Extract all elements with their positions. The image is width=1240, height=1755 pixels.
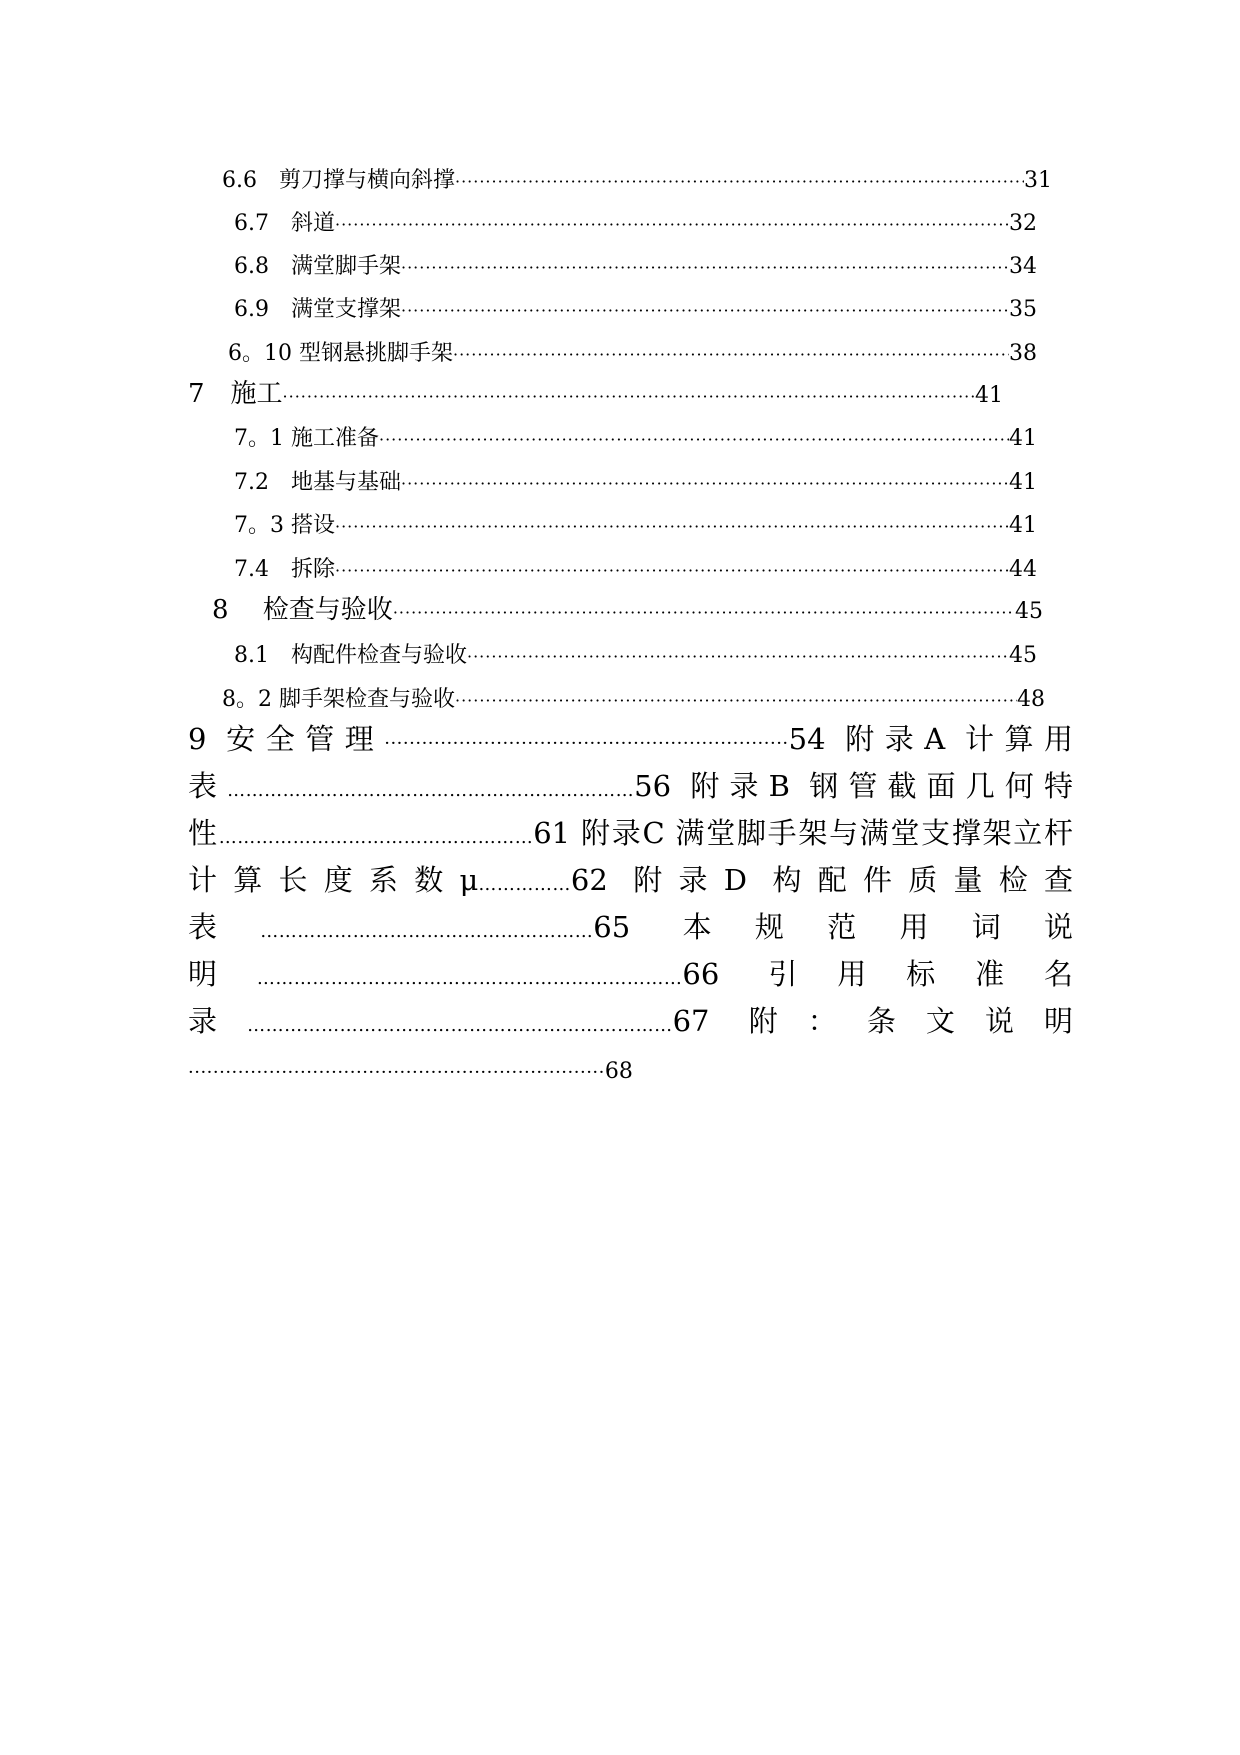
toc-label: 8 检查与验收 bbox=[212, 595, 393, 625]
leader-dots: …………………………………………… bbox=[218, 827, 534, 848]
leader-dots: ……………………………………………… bbox=[260, 921, 594, 942]
leader-dots bbox=[335, 519, 1009, 535]
toc-page: 38 bbox=[1009, 341, 1037, 366]
toc-label: 7。1 施工准备 bbox=[234, 426, 379, 451]
toc-entry-9-label[interactable]: 9 安全管理 bbox=[188, 722, 385, 756]
toc-page: 35 bbox=[1009, 297, 1037, 322]
leader-dots bbox=[401, 303, 1009, 319]
toc-label: 7。3 搭设 bbox=[234, 513, 335, 538]
toc-entry-appendix-a[interactable]: 54 附录A 计算用表 bbox=[188, 722, 1074, 803]
toc-page: 31 bbox=[1024, 168, 1052, 193]
toc-label: 7.2 地基与基础 bbox=[234, 470, 401, 495]
toc-entry-7-4[interactable] bbox=[234, 559, 1037, 581]
toc-entry-6-6[interactable] bbox=[222, 170, 1052, 192]
toc-entry-word-usage[interactable]: 65 本规范用词说明 bbox=[188, 910, 1073, 991]
toc-entry-8[interactable] bbox=[212, 597, 1043, 623]
toc-page: 41 bbox=[1009, 513, 1037, 538]
leader-dots bbox=[401, 260, 1009, 276]
toc-page-commentary: 68 bbox=[604, 1059, 633, 1084]
toc-label: 6.8 满堂脚手架 bbox=[234, 254, 401, 279]
toc-entry-references[interactable]: 66 引用标准名录 bbox=[188, 957, 1073, 1038]
toc-entry-appendix-b[interactable]: 56 附录B 钢管截面几何特性 bbox=[188, 769, 1073, 850]
toc-label: 6。10 型钢悬挑脚手架 bbox=[228, 341, 453, 366]
leader-dots bbox=[335, 563, 1009, 579]
toc-appendix-block bbox=[188, 718, 1073, 1094]
leader-dots bbox=[401, 476, 1009, 492]
toc-entry-8-1[interactable] bbox=[234, 645, 1037, 667]
toc-label: 6.6 剪刀撑与横向斜撑 bbox=[222, 168, 455, 193]
toc-label: 8。2 脚手架检查与验收 bbox=[222, 687, 455, 712]
leader-dots bbox=[467, 649, 1009, 665]
leader-dots: ··································································· bbox=[188, 1062, 605, 1083]
toc-entry-6-9[interactable] bbox=[234, 299, 1037, 321]
toc-label: 8.1 构配件检查与验收 bbox=[234, 643, 467, 668]
toc-page: 48 bbox=[1017, 687, 1045, 712]
toc-label: 6.9 满堂支撑架 bbox=[234, 297, 401, 322]
toc-entry-7[interactable] bbox=[188, 381, 1003, 407]
toc-entry-appendix-d[interactable]: 62 附录D 构配件质量检查表 bbox=[188, 863, 1073, 944]
toc-label: 6.7 斜道 bbox=[234, 211, 335, 236]
leader-dots bbox=[393, 605, 1015, 621]
toc-page: 45 bbox=[1015, 599, 1043, 624]
toc-entry-7-2[interactable] bbox=[234, 472, 1037, 494]
leader-dots: ………………………………………………………… bbox=[227, 780, 635, 801]
leader-dots: …………… bbox=[478, 874, 571, 895]
leader-dots: …………………………………………………………… bbox=[247, 1015, 673, 1036]
toc-entry-7-3[interactable] bbox=[234, 515, 1037, 537]
toc-page: 32 bbox=[1009, 211, 1037, 236]
toc-label: 7 施工 bbox=[188, 379, 283, 409]
toc-entry-6-8[interactable] bbox=[234, 256, 1037, 278]
toc-label: 7.4 拆除 bbox=[234, 557, 335, 582]
leader-dots bbox=[455, 174, 1024, 190]
toc-entry-6-7[interactable] bbox=[234, 213, 1037, 235]
toc-page: 45 bbox=[1009, 643, 1037, 668]
leader-dots: ································································· bbox=[384, 733, 789, 754]
toc-page: 44 bbox=[1009, 557, 1037, 582]
toc-entry-commentary[interactable]: 67 附：条文说明 bbox=[672, 1004, 1073, 1038]
toc-page: 41 bbox=[975, 383, 1003, 408]
leader-dots: …………………………………………………………… bbox=[256, 968, 683, 989]
toc-entry-7-1[interactable] bbox=[234, 428, 1037, 450]
leader-dots bbox=[453, 347, 1009, 363]
leader-dots bbox=[283, 389, 975, 405]
toc-page: 41 bbox=[1009, 426, 1037, 451]
toc-entry-8-2[interactable] bbox=[222, 689, 1045, 711]
leader-dots bbox=[379, 432, 1009, 448]
leader-dots bbox=[335, 217, 1009, 233]
toc-entry-6-10[interactable] bbox=[228, 343, 1037, 365]
toc-page: 41 bbox=[1009, 470, 1037, 495]
leader-dots bbox=[455, 693, 1017, 709]
toc-entry-appendix-c[interactable]: 61 附录C 满堂脚手架与满堂支撑架立杆计算长度系数μ bbox=[188, 816, 1073, 897]
toc-page: 34 bbox=[1009, 254, 1037, 279]
